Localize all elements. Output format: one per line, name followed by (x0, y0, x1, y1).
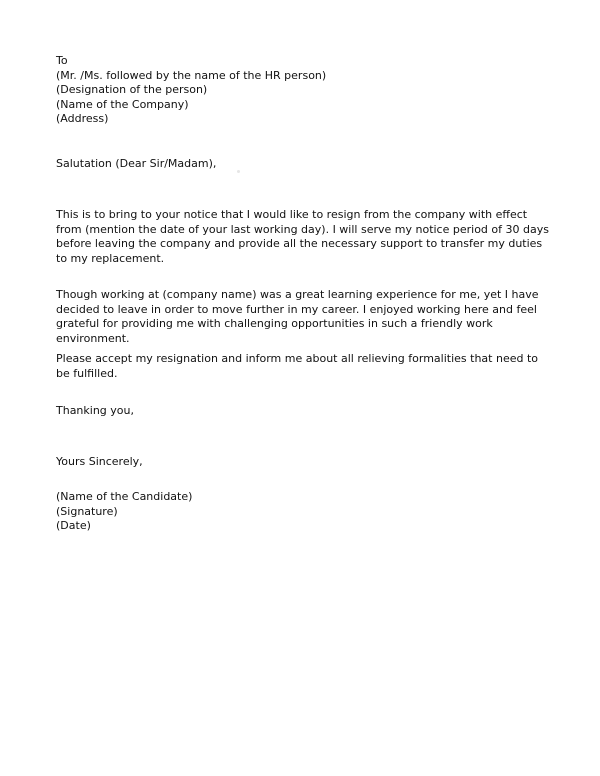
signature-block (56, 490, 556, 534)
candidate-signature: (Signature) (56, 504, 118, 518)
to-label: To (56, 54, 68, 67)
candidate-name: (Name of the Candidate) (56, 490, 193, 503)
recipient-name: (Mr. /Ms. followed by the name of the HR person) (56, 68, 327, 82)
paragraph-text: Though working at (company name) was a great learning experience for me, yet I have decided to leave in order to move further in my career. I enjoyed working here and feel grateful for providing me with challenging opportunities in such a friendly work environment. (56, 288, 539, 345)
thanks-line (56, 404, 556, 419)
body-paragraph-1 (56, 208, 554, 266)
recipient-address-block (56, 54, 556, 127)
body-paragraph-2 (56, 288, 554, 346)
scan-speck (237, 170, 240, 173)
paragraph-text: This is to bring to your notice that I would like to resign from the company with effect from (mention the date of your last working day). I will serve my notice period of 30 days before leaving the company and provide all the necessary support to transfer my duties to my replacement. (56, 208, 549, 265)
closing-text: Yours Sincerely, (56, 455, 143, 468)
recipient-company: (Name of the Company) (56, 97, 189, 111)
salutation (56, 157, 556, 172)
body-paragraph-3 (56, 352, 554, 381)
thanks-text: Thanking you, (56, 404, 134, 417)
recipient-address: (Address) (56, 112, 109, 125)
letter-date: (Date) (56, 519, 91, 532)
paragraph-text: Please accept my resignation and inform me about all relieving formalities that need to be fulfilled. (56, 352, 539, 380)
recipient-designation: (Designation of the person) (56, 83, 208, 96)
closing-line (56, 455, 556, 470)
salutation-text: Salutation (Dear Sir/Madam), (56, 157, 217, 170)
